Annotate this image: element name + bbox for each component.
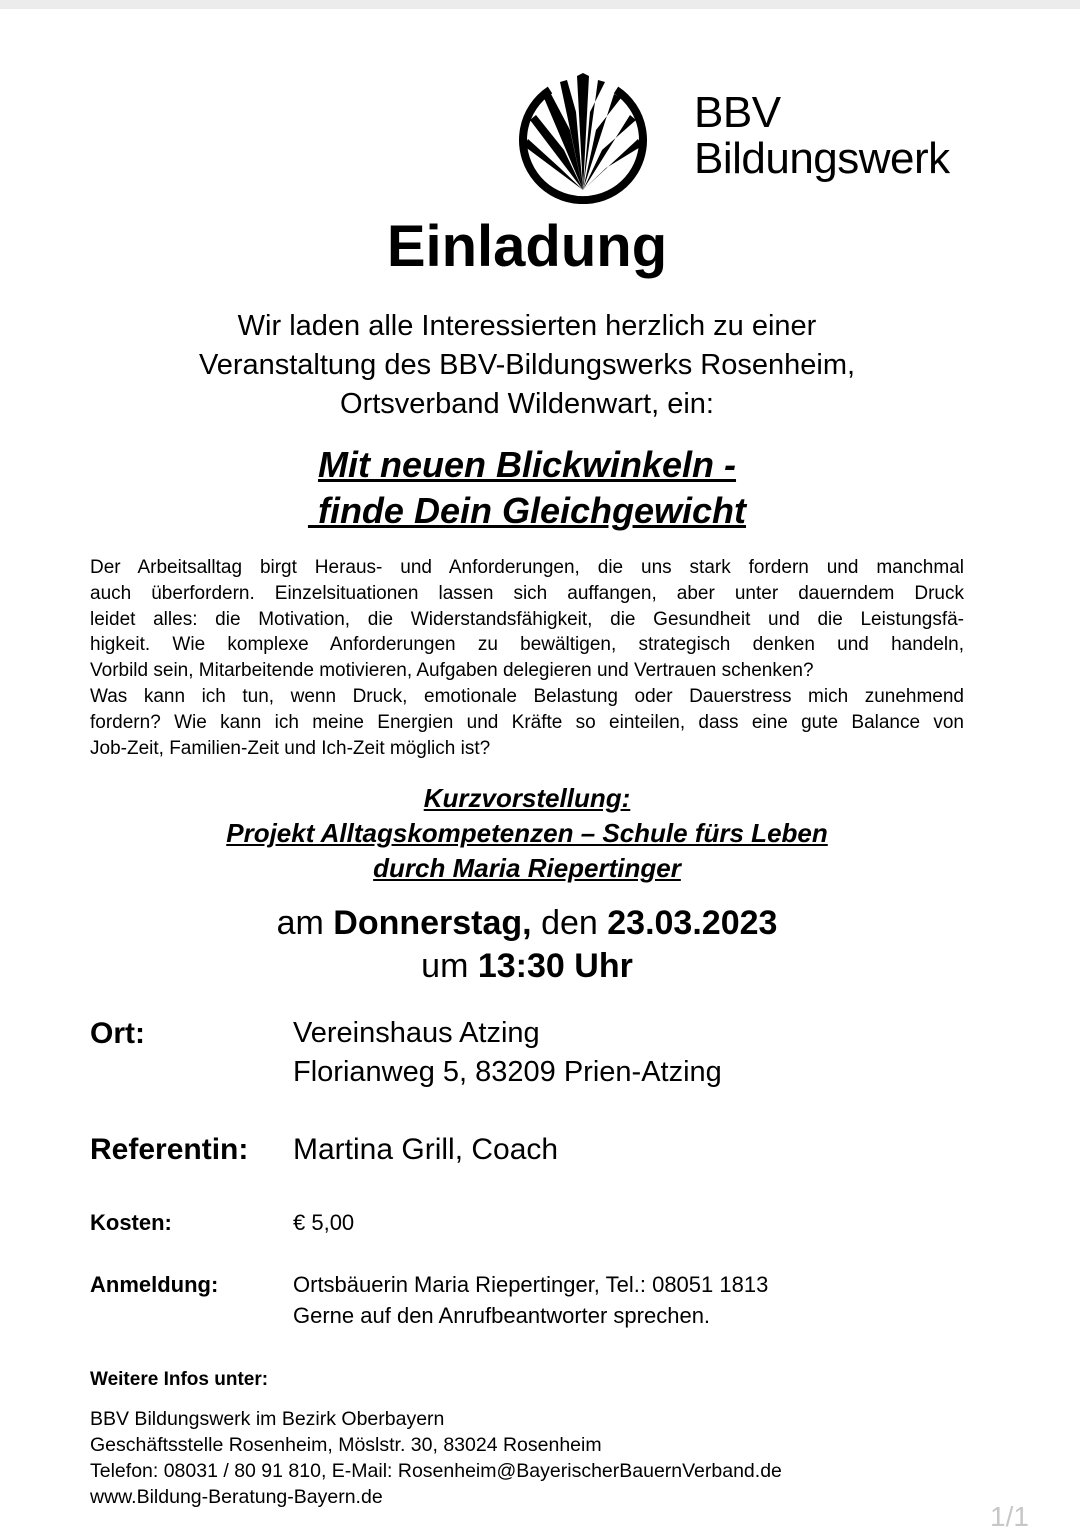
project-line: Kurzvorstellung: (423, 783, 631, 813)
registration-line-1: Ortsbäuerin Maria Riepertinger, Tel.: 08051 1813 (293, 1272, 769, 1297)
description-line: fordern? Wie kann ich meine Energien und Kräfte so einteilen, dass eine gute Balance von (90, 711, 964, 733)
registration-label: Anmeldung: (90, 1272, 219, 1297)
bbv-logo (514, 72, 652, 204)
page-number: 1/1 (990, 1501, 1029, 1532)
date-line (0, 902, 1054, 945)
location-line-1: Vereinshaus Atzing (293, 1017, 540, 1049)
intro-line: Wir laden alle Interessierten herzlich zu einer (237, 310, 817, 342)
description-line: Der Arbeitsalltag birgt Heraus- und Anforderungen, die uns stark fordern und manchmal (90, 557, 964, 578)
cost-value: € 5,00 (293, 1210, 355, 1235)
location-label: Ort: (90, 1017, 145, 1050)
description-line: Was kann ich tun, wenn Druck, emotionale Belastung oder Dauerstress mich zunehmend (90, 685, 964, 707)
event-date (0, 902, 1054, 988)
project-line: Projekt Alltagskompetenzen – Schule fürs Leben (226, 818, 828, 848)
intro-line: Veranstaltung des BBV-Bildungswerks Rosenheim, (198, 349, 856, 381)
page-title: Einladung (386, 214, 668, 279)
footer-line: BBV Bildungswerk im Bezirk Oberbayern (90, 1408, 445, 1430)
project-intro (0, 781, 1054, 886)
intro-line: Ortsverband Wildenwart, ein: (340, 388, 714, 420)
organization-name (694, 90, 950, 182)
footer-line: Geschäftsstelle Rosenheim, Möslstr. 30, 83024 Rosenheim (90, 1434, 602, 1456)
location-value (293, 1014, 722, 1092)
footer-website: www.Bildung-Beratung-Bayern.de (90, 1486, 383, 1508)
speaker-value: Martina Grill, Coach (293, 1133, 559, 1166)
speaker-label: Referentin: (90, 1133, 249, 1166)
time-prefix: um (421, 947, 478, 985)
viewer-top-bar (0, 0, 1080, 9)
project-line: durch Maria Riepertinger (373, 853, 681, 883)
description-line: leidet alles: die Motivation, die Widerstandsfähigkeit, die Gesundheit und die Leistungsfä- (90, 608, 964, 630)
cost-label: Kosten: (90, 1210, 172, 1235)
headline-line: finde Dein Gleichgewicht (307, 490, 747, 531)
headline-line: Mit neuen Blickwinkeln - (317, 444, 737, 485)
registration-value (293, 1269, 768, 1331)
time-value: 13:30 Uhr (477, 947, 633, 985)
weekday: Donnerstag, (333, 904, 532, 942)
more-info-heading: Weitere Infos unter: (90, 1369, 269, 1390)
description-paragraph (90, 555, 964, 761)
description-line: higkeit. Wie komplexe Anforderungen zu bewältigen, strategisch denken und handeln, (90, 634, 964, 656)
intro-text (0, 307, 1054, 424)
time-line (0, 945, 1054, 988)
org-line-2: Bildungswerk (694, 134, 950, 183)
date-prefix: am (276, 904, 334, 942)
location-line-2: Florianweg 5, 83209 Prien-Atzing (293, 1056, 722, 1088)
date-den: den (531, 904, 608, 942)
date-value: 23.03.2023 (607, 904, 778, 942)
description-line: Vorbild sein, Mitarbeitende motivieren, Aufgaben delegieren und Vertrauen schenken? (90, 660, 814, 682)
description-line: auch überfordern. Einzelsituationen lassen sich auffangen, aber unter dauerndem Druck (90, 582, 964, 604)
footer-line: Telefon: 08031 / 80 91 810, E-Mail: Rosenheim@BayerischerBauernVerband.de (90, 1460, 782, 1482)
event-headline (0, 442, 1054, 534)
org-line-1: BBV (694, 88, 781, 137)
registration-line-2: Gerne auf den Anrufbeantworter sprechen. (293, 1303, 711, 1328)
description-line: Job-Zeit, Familien-Zeit und Ich-Zeit möglich ist? (90, 737, 491, 759)
contact-footer (90, 1406, 782, 1510)
